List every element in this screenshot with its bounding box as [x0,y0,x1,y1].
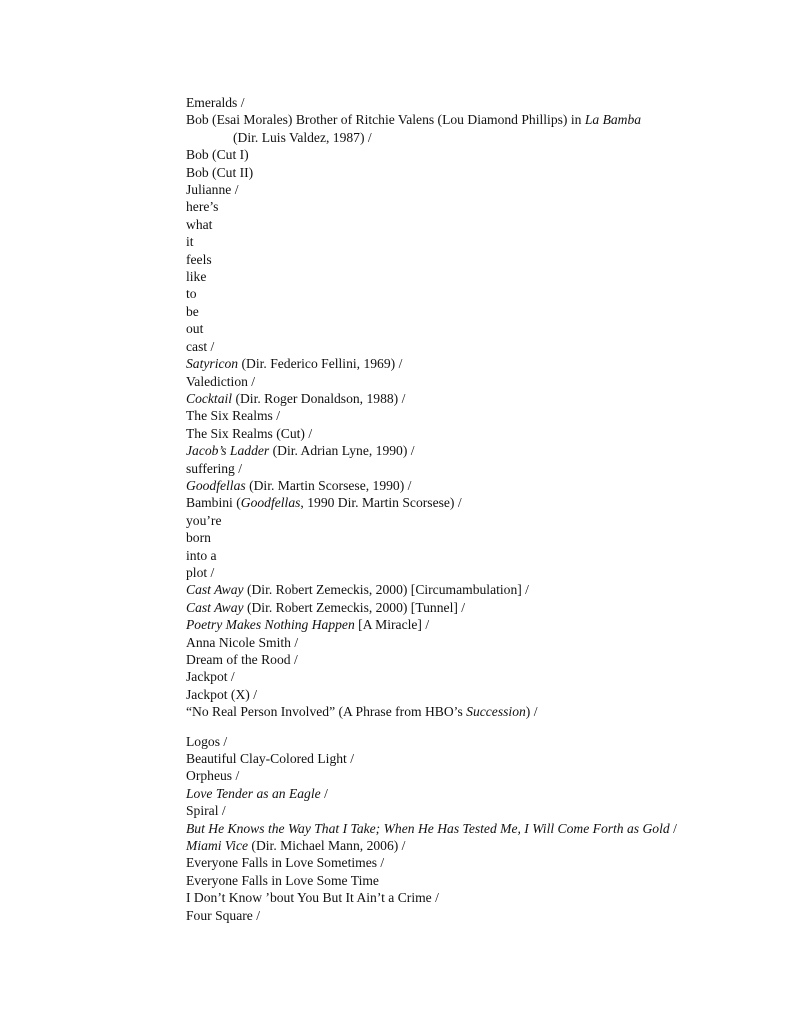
title-italic: Miami Vice [186,838,249,854]
title-italic: Cast Away [186,599,244,615]
contents-line [186,889,766,906]
contents-line [186,146,766,163]
contents-line [186,477,766,494]
contents-line [186,854,766,871]
contents-line [186,111,766,128]
contents-line [186,599,766,616]
line-text: / [669,820,677,836]
contents-line [186,820,766,837]
contents-line [186,733,766,750]
line-text: “No Real Person Involved” (A Phrase from HBO’s [186,704,467,720]
title-italic: Love Tender as an Eagle [186,785,321,801]
line-text: feels [186,251,212,267]
contents-line [186,494,766,511]
line-text: Orpheus / [186,768,240,784]
contents-line [186,703,766,720]
line-text: ) / [525,704,538,720]
contents-line [186,94,766,111]
contents-line [186,634,766,651]
line-text: born [186,530,211,546]
line-text: be [186,303,199,319]
contents-line [186,564,766,581]
contents-line [186,251,766,268]
contents-line [186,750,766,767]
title-italic: Cast Away [186,582,244,598]
line-text: Julianne / [186,182,239,198]
contents-line [186,581,766,598]
contents-line [186,785,766,802]
contents-list [186,94,766,924]
line-text: Valediction / [186,373,256,389]
line-text: Bob (Esai Morales) Brother of Ritchie Valens (Lou Diamond Phillips) in [186,112,585,128]
contents-line [186,529,766,546]
line-text: (Dir. Federico Fellini, 1969) / [238,356,403,372]
title-italic: Jacob’s Ladder [186,443,270,459]
contents-line [186,338,766,355]
contents-line [186,460,766,477]
line-text: (Dir. Roger Donaldson, 1988) / [232,390,406,406]
line-text: (Dir. Robert Zemeckis, 2000) [Circumambulation] / [243,582,529,598]
line-text: cast / [186,338,215,354]
contents-line [186,668,766,685]
title-italic: La Bamba [584,112,642,128]
contents-line [186,373,766,390]
line-text: suffering / [186,460,243,476]
line-text: Everyone Falls in Love Sometimes / [186,855,385,871]
line-text: here’s [186,199,219,215]
line-text: Anna Nicole Smith / [186,634,299,650]
contents-line [186,129,766,146]
contents-line [186,686,766,703]
line-text: plot / [186,564,215,580]
line-text: Four Square / [186,907,261,923]
contents-line [186,907,766,924]
line-text: out [186,321,204,337]
contents-line [186,767,766,784]
title-italic: Poetry Makes Nothing Happen [186,617,355,633]
contents-line [186,233,766,250]
title-italic: Goodfellas [240,495,301,511]
contents-line [186,872,766,889]
title-italic: Goodfellas [186,477,246,493]
line-text: [A Miracle] / [354,617,430,633]
line-text: Logos / [186,733,228,749]
contents-line [186,268,766,285]
line-text: Dream of the Rood / [186,652,298,667]
contents-line [186,355,766,372]
line-text: what [186,216,213,232]
line-text: Everyone Falls in Love Some Time [186,872,379,888]
line-text: Spiral / [186,803,226,819]
line-text: (Dir. Martin Scorsese, 1990) / [245,477,412,493]
contents-line [186,512,766,529]
line-text: (Dir. Michael Mann, 2006) / [248,838,406,854]
line-text: Emeralds / [186,95,245,110]
contents-line [186,181,766,198]
line-text: you’re [186,512,222,528]
line-text: Bambini ( [186,495,241,511]
line-text: Bob (Cut II) [186,164,254,180]
contents-line [186,407,766,424]
line-text: / [320,785,328,801]
line-text: Beautiful Clay-Colored Light / [186,751,355,767]
contents-line [186,198,766,215]
contents-line [186,390,766,407]
line-text: , 1990 Dir. Martin Scorsese) / [300,495,462,511]
contents-line [186,651,766,668]
line-text: Bob (Cut I) [186,147,249,163]
line-text: (Dir. Robert Zemeckis, 2000) [Tunnel] / [243,599,466,615]
line-text: like [186,269,207,285]
title-italic: But He Knows the Way That I Take; When He Has Tested Me, I Will Come Forth as Gold [186,820,670,836]
line-text: Jackpot / [186,669,235,685]
contents-line [186,802,766,819]
line-text: I Don’t Know ’bout You But It Ain’t a Crime / [186,890,439,906]
contents-line [186,547,766,564]
line-text: to [186,286,197,302]
contents-line [186,164,766,181]
contents-line [186,285,766,302]
title-italic: Cocktail [186,390,233,406]
line-text: into a [186,547,217,563]
line-text: The Six Realms / [186,408,281,424]
contents-line [186,425,766,442]
contents-line [186,616,766,633]
contents-line [186,320,766,337]
title-italic: Satyricon [186,356,239,372]
contents-line [186,216,766,233]
line-text: (Dir. Adrian Lyne, 1990) / [269,443,415,459]
title-italic: Succession [466,704,526,720]
line-text: it [186,234,194,250]
contents-line [186,303,766,320]
line-text: Jackpot (X) / [186,686,257,702]
contents-line [186,442,766,459]
line-text: (Dir. Luis Valdez, 1987) / [233,129,372,145]
line-text: The Six Realms (Cut) / [186,425,313,441]
contents-line [186,837,766,854]
